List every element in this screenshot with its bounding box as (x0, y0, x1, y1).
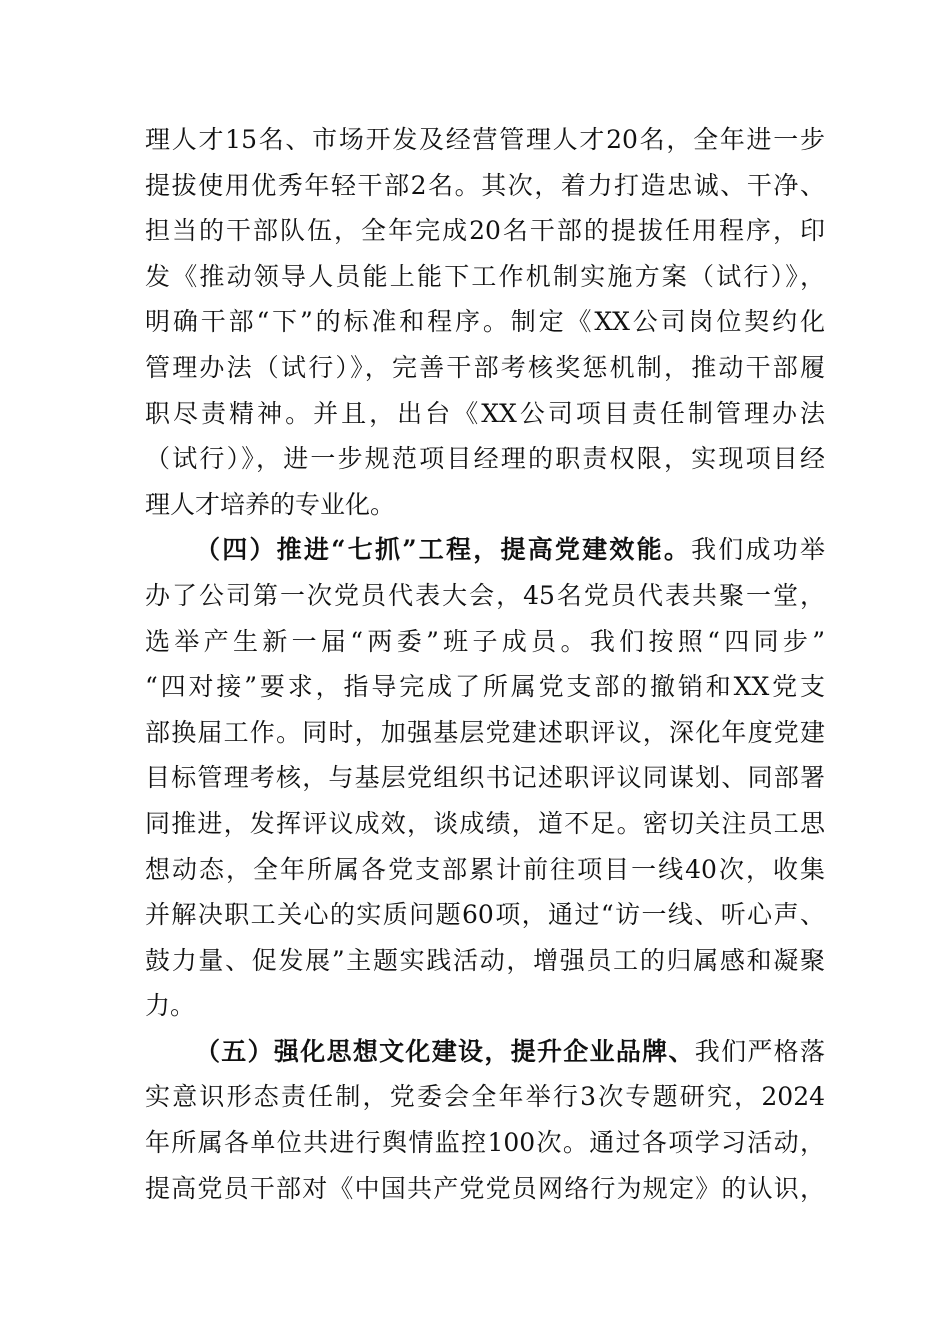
paragraph-1-line: 明确干部“下”的标准和程序。制定《XX公司岗位契约化 (145, 307, 825, 337)
paragraph-3-line: 实意识形态责任制，党委会全年举行3次专题研究，2024 (145, 1082, 825, 1112)
paragraph-1-line: 职尽责精神。并且，出台《XX公司项目责任制管理办法 (145, 398, 825, 428)
section-5-heading: （五）强化思想文化建设，提升企业品牌、 (195, 1036, 695, 1066)
paragraph-2-line: 力。 (145, 991, 196, 1021)
paragraph-2-line: 部换届工作。同时，加强基层党建述职评议，深化年度党建 (145, 717, 825, 747)
paragraph-2-line: 想动态，全年所属各党支部累计前往项目一线40次，收集 (145, 854, 825, 884)
paragraph-1-line: 提拔使用优秀年轻干部2名。其次，着力打造忠诚、干净、 (145, 170, 825, 200)
paragraph-3-line: 提高党员干部对《中国共产党党员网络行为规定》的认识， (145, 1173, 825, 1203)
paragraph-2-line: “四对接”要求，指导完成了所属党支部的撤销和XX党支 (145, 672, 825, 702)
paragraph-3-line: 年所属各单位共进行舆情监控100次。通过各项学习活动， (145, 1128, 825, 1158)
paragraph-1-line: 发《推动领导人员能上能下工作机制实施方案（试行）》， (145, 261, 825, 291)
paragraph-1-line: 理人才15名、市场开发及经营管理人才20名，全年进一步 (145, 125, 825, 154)
paragraph-2-line: 办了公司第一次党员代表大会，45名党员代表共聚一堂， (145, 580, 825, 610)
section-5-first-line-text: 我们严格落 (694, 1036, 825, 1066)
section-4-first-line-text: 我们成功举 (691, 535, 825, 565)
paragraph-1-line: （试行）》，进一步规范项目经理的职责权限，实现项目经 (145, 444, 825, 474)
paragraph-2-line: 选举产生新一届“两委”班子成员。我们按照“四同步” (145, 626, 825, 656)
paragraph-1-line: 担当的干部队伍，全年完成20名干部的提拔任用程序，印 (145, 216, 825, 246)
paragraph-2-line: 同推进，发挥评议成效，谈成绩，道不足。密切关注员工思 (145, 808, 825, 838)
paragraph-1-line: 理人才培养的专业化。 (145, 489, 396, 519)
paragraph-1-line: 管理办法（试行）》，完善干部考核奖惩机制，推动干部履 (145, 352, 825, 382)
section-4-heading: （四）推进“七抓”工程，提高党建效能。 (195, 535, 692, 565)
paragraph-2-line: 鼓力量、促发展”主题实践活动，增强员工的归属感和凝聚 (145, 945, 825, 975)
paragraph-2-line: 目标管理考核，与基层党组织书记述职评议同谋划、同部署 (145, 763, 825, 793)
paragraph-3-first-line (145, 1029, 825, 1075)
paragraph-2-line: 并解决职工关心的实质问题60项，通过“访一线、听心声、 (145, 900, 825, 930)
paragraph-2-first-line (145, 527, 825, 573)
document-body (145, 117, 825, 1211)
